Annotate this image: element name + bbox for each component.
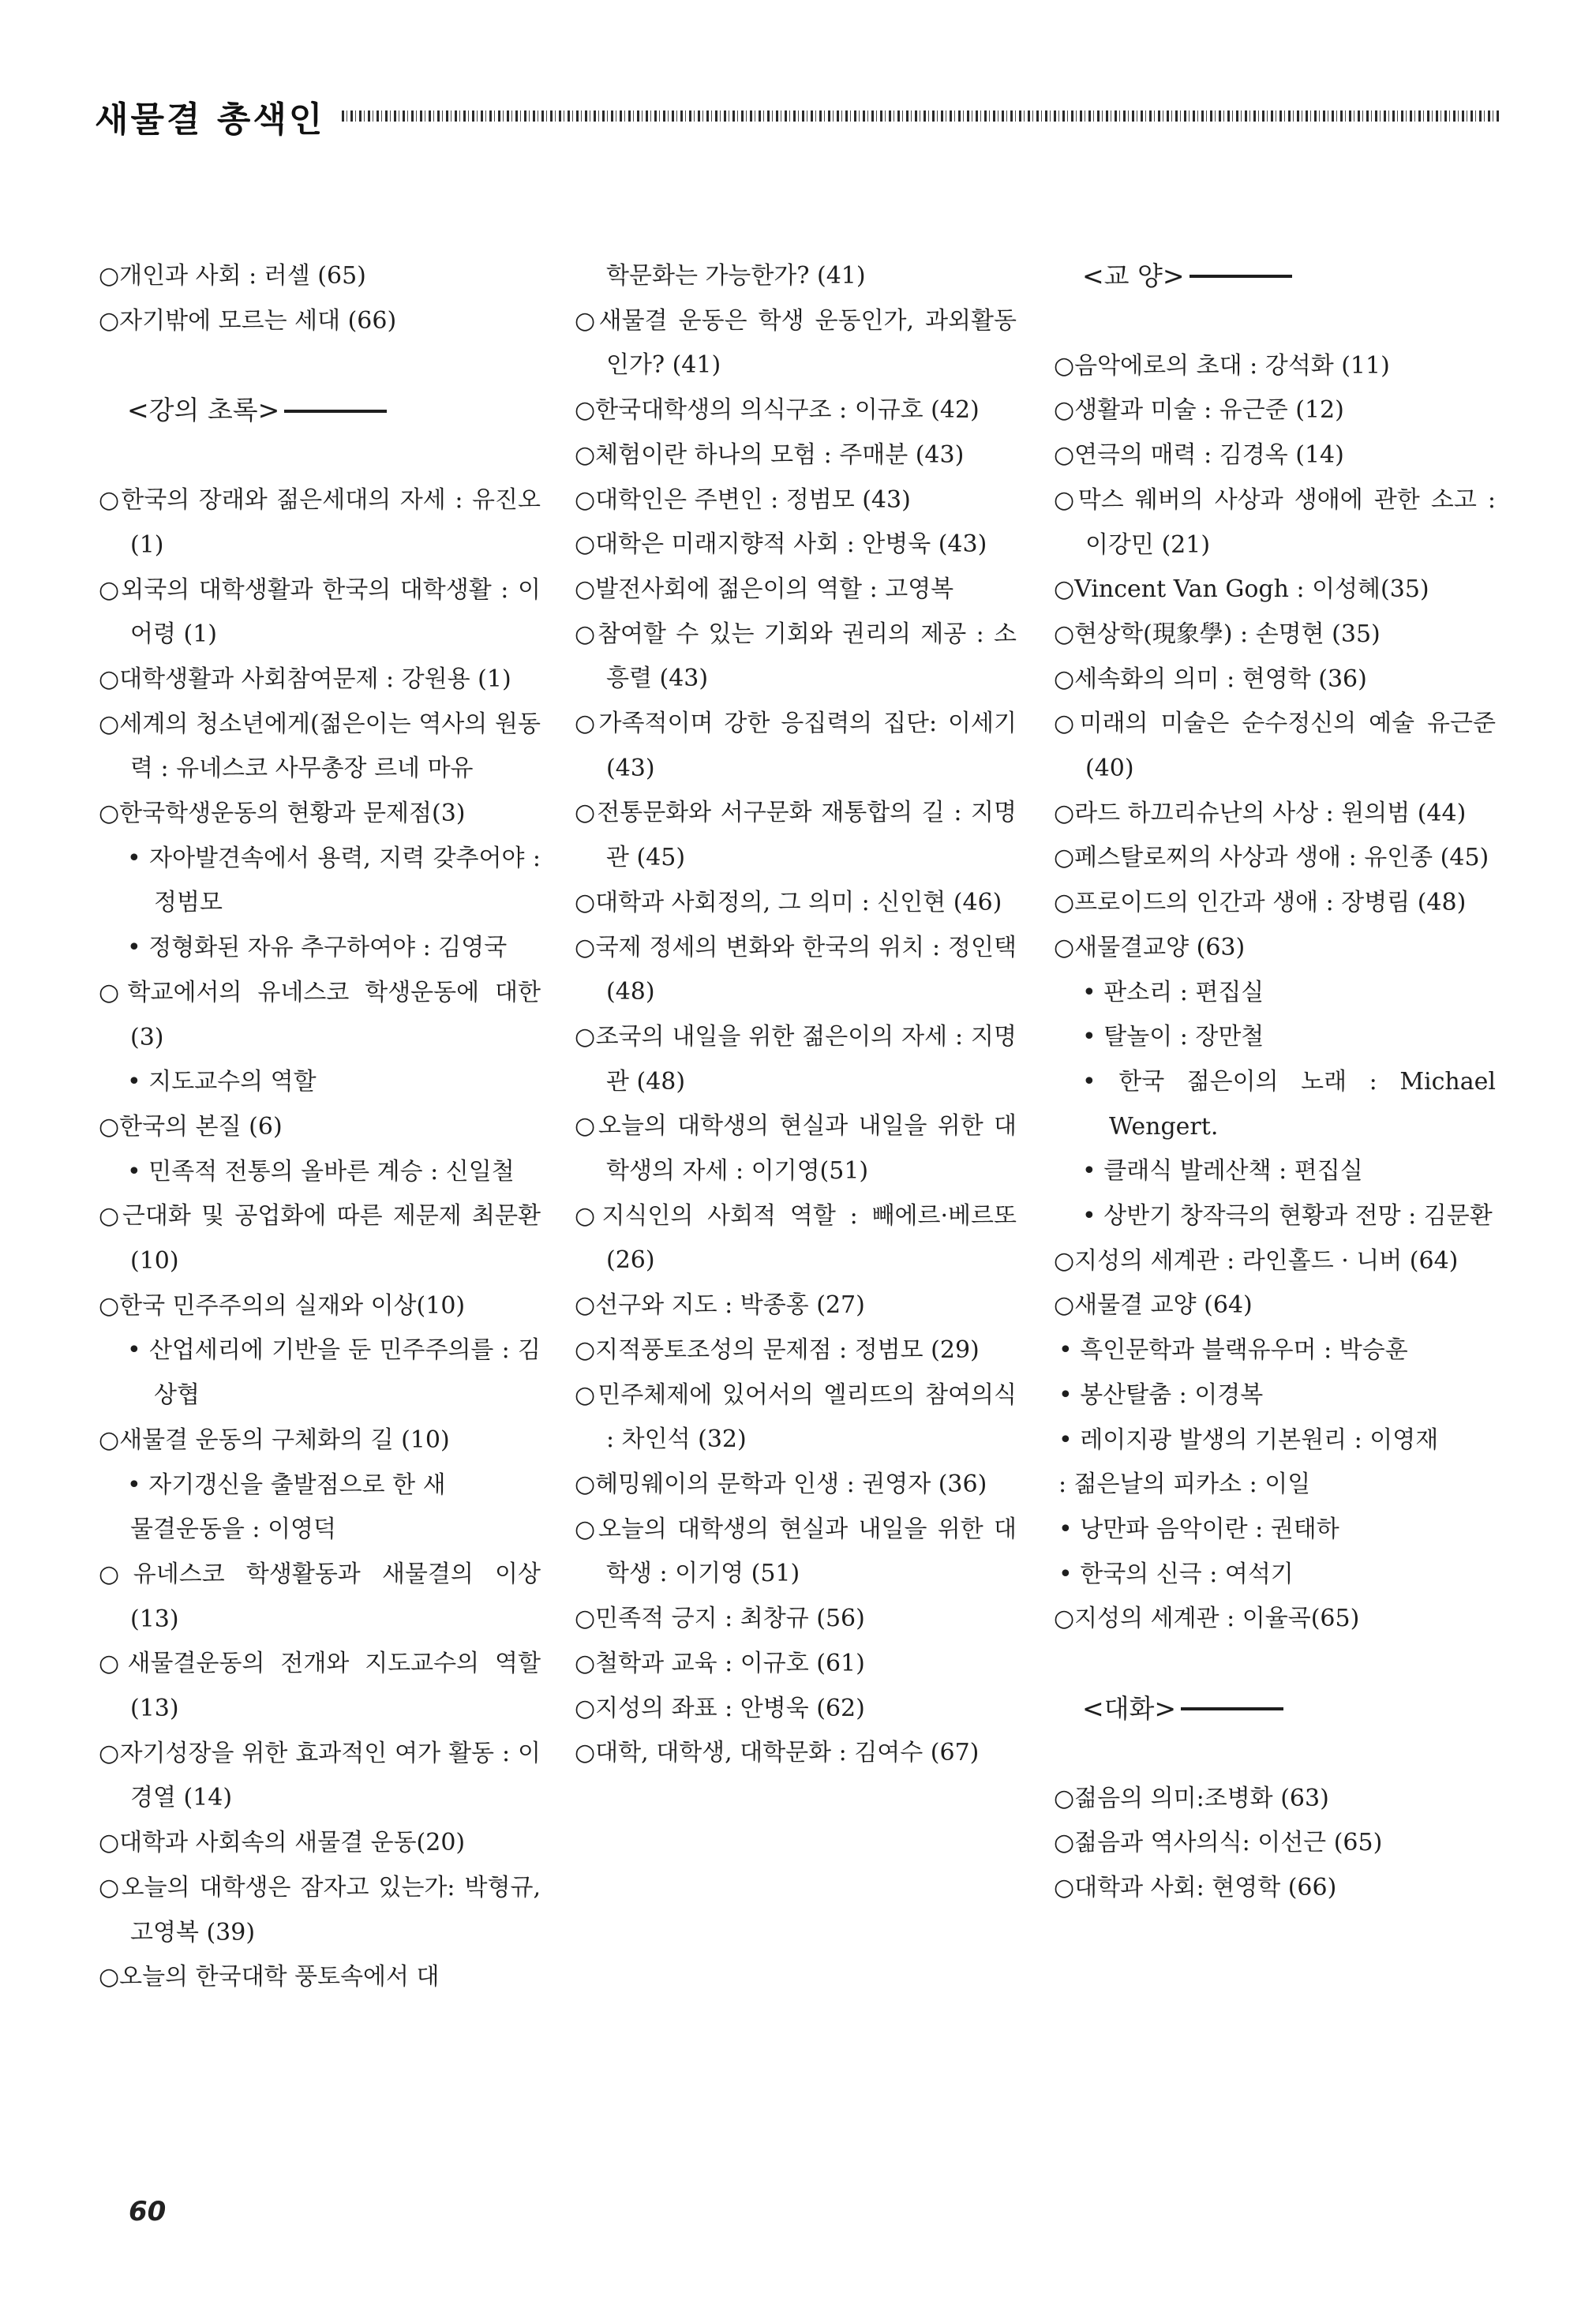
index-entry: ○외국의 대학생활과 한국의 대학생활 : 이어령 (1) bbox=[99, 575, 541, 649]
index-entry: ○체험이란 하나의 모험 : 주매분 (43) bbox=[575, 440, 965, 469]
section-heading-label: <교 양> bbox=[1082, 260, 1185, 291]
index-entry: ○철학과 교육 : 이규호 (61) bbox=[575, 1649, 865, 1677]
index-entry: ○한국대학생의 의식구조 : 이규호 (42) bbox=[575, 396, 980, 425]
index-subentry: • 민족적 전통의 올바른 계승 : 신일철 bbox=[127, 1157, 515, 1186]
index-entry: ○한국학생운동의 현황과 문제점(3) bbox=[99, 800, 466, 828]
index-subentry: • 자아발견속에서 용력, 지력 갖추어야 : 정범모 bbox=[127, 844, 541, 917]
index-entry: ○현상학(現象學) : 손명현 (35) bbox=[1054, 620, 1381, 648]
index-entry: ○가족적이며 강한 응집력의 집단: 이세기 (43) bbox=[575, 710, 1017, 782]
page-number: 60 bbox=[129, 2196, 167, 2227]
index-entry: ○라드 하끄리슈난의 사상 : 원의범 (44) bbox=[1054, 799, 1467, 827]
index-entry: ○오늘의 대학생은 잠자고 있는가: 박형규, 고영복 (39) bbox=[99, 1873, 541, 1946]
index-subentry: • 레이지광 발생의 기본원리 : 이영재 bbox=[1058, 1425, 1439, 1454]
section-heading-rule bbox=[1181, 1707, 1283, 1710]
section-heading-label: <강의 초록> bbox=[127, 395, 280, 426]
index-entry: ○오늘의 대학생의 현실과 내일을 위한 대학생의 자세 : 이기영(51) bbox=[575, 1112, 1017, 1186]
index-subentry: • 한국 젊은이의 노래 : Michael Wengert. bbox=[1082, 1067, 1496, 1141]
section-heading bbox=[1054, 1687, 1496, 1732]
index-entry: ○대학과 사회: 현영학 (66) bbox=[1054, 1874, 1337, 1902]
index-subentry: • 흑인문학과 블랙유우머 : 박승훈 bbox=[1058, 1336, 1408, 1365]
index-entry: ○지성의 세계관 : 라인홀드 · 니버 (64) bbox=[1054, 1246, 1459, 1275]
index-entry: ○조국의 내일을 위한 젊은이의 자세 : 지명관 (48) bbox=[575, 1022, 1017, 1096]
index-entry: ○헤밍웨이의 문학과 인생 : 권영자 (36) bbox=[575, 1470, 987, 1498]
index-subentry: • 정형화된 자유 추구하여야 : 김영국 bbox=[127, 934, 508, 962]
index-entry: ○대학과 사회속의 새물결 운동(20) bbox=[99, 1829, 466, 1857]
index-entry: ○세계의 청소년에게(젊은이는 역사의 원동력 : 유네스코 사무총장 르네 마유 bbox=[99, 710, 541, 783]
index-entry: ○새물결 교양 (64) bbox=[1054, 1291, 1253, 1320]
index-entry: ○유네스코 학생활동과 새물결의 이상 (13) bbox=[99, 1560, 541, 1633]
index-entry: ○오늘의 대학생의 현실과 내일을 위한 대학생 : 이기영 (51) bbox=[575, 1515, 1017, 1588]
index-entry: ○자기성장을 위한 효과적인 여가 활동 : 이경열 (14) bbox=[99, 1739, 541, 1812]
index-entry: ○미래의 미술은 순수정신의 예술 유근준 (40) bbox=[1054, 710, 1496, 783]
index-subentry: • 클래식 발레산책 : 편집실 bbox=[1082, 1157, 1363, 1186]
index-entry: ○막스 웨버의 사상과 생애에 관한 소고 : 이강민 (21) bbox=[1054, 485, 1496, 559]
index-subentry: : 젊은날의 피카소 : 이일 bbox=[1058, 1470, 1311, 1499]
header-decorative-rule bbox=[342, 111, 1500, 122]
section-heading bbox=[1054, 254, 1496, 299]
index-subentry: 물결운동을 : 이영덕 bbox=[130, 1515, 337, 1544]
index-subentry: • 낭만파 음악이란 : 권태하 bbox=[1058, 1515, 1339, 1543]
index-entry: ○페스탈로찌의 사상과 생애 : 유인종 (45) bbox=[1054, 844, 1489, 872]
index-subentry: • 한국의 신극 : 여석기 bbox=[1058, 1560, 1294, 1588]
index-subentry: • 상반기 창작극의 현황과 전망 : 김문환 bbox=[1082, 1202, 1493, 1231]
index-entry: ○민족적 긍지 : 최창규 (56) bbox=[575, 1605, 865, 1633]
index-subentry: • 산업세리에 기반을 둔 민주주의를 : 김상협 bbox=[127, 1336, 541, 1410]
index-entry: ○대학, 대학생, 대학문화 : 김여수 (67) bbox=[575, 1739, 980, 1767]
index-entry: ○근대화 및 공업화에 따른 제문제 최문환 (10) bbox=[99, 1202, 541, 1276]
index-entry: ○음악에로의 초대 : 강석화 (11) bbox=[1054, 351, 1390, 380]
index-subentry: 학문화는 가능한가? (41) bbox=[606, 262, 866, 290]
index-entry: ○한국의 장래와 젊은세대의 자세 : 유진오 (1) bbox=[99, 486, 541, 559]
index-entry: ○새물결교양 (63) bbox=[1054, 933, 1246, 961]
index-subentry: • 봉산탈춤 : 이경복 bbox=[1058, 1381, 1264, 1409]
index-entry: ○Vincent Van Gogh : 이성혜(35) bbox=[1054, 575, 1429, 604]
index-entry: ○대학생활과 사회참여문제 : 강원용 (1) bbox=[99, 665, 511, 693]
index-entry: ○젊음과 역사의식: 이선근 (65) bbox=[1054, 1829, 1383, 1857]
index-entry: ○자기밖에 모르는 세대 (66) bbox=[99, 306, 397, 335]
index-entry: ○세속화의 의미 : 현영학 (36) bbox=[1054, 665, 1367, 693]
index-entry: ○한국의 본질 (6) bbox=[99, 1112, 283, 1141]
index-entry: ○새물결운동의 전개와 지도교수의 역할 (13) bbox=[99, 1650, 541, 1723]
index-entry: ○지식인의 사회적 역할 : 빼에르·베르또 (26) bbox=[575, 1201, 1017, 1275]
index-entry: ○새물결 운동의 구체화의 길 (10) bbox=[99, 1425, 450, 1454]
index-subentry: • 판소리 : 편집실 bbox=[1082, 978, 1264, 1006]
index-entry: ○학교에서의 유네스코 학생운동에 대한 (3) bbox=[99, 978, 541, 1051]
section-heading bbox=[99, 388, 541, 433]
index-entry: ○전통문화와 서구문화 재통합의 길 : 지명관 (45) bbox=[575, 799, 1017, 872]
section-heading-rule bbox=[1190, 275, 1292, 278]
index-subentry: • 지도교수의 역할 bbox=[127, 1068, 317, 1096]
index-entry: ○지성의 세계관 : 이율곡(65) bbox=[1054, 1605, 1360, 1633]
index-entry: ○개인과 사회 : 러셀 (65) bbox=[99, 262, 366, 290]
running-header bbox=[95, 88, 1500, 144]
section-heading-label: <대화> bbox=[1082, 1693, 1177, 1725]
index-entry: ○지적풍토조성의 문제점 : 정범모 (29) bbox=[575, 1336, 980, 1364]
index-entry: ○선구와 지도 : 박종홍 (27) bbox=[575, 1291, 865, 1320]
index-entry: ○한국 민주주의의 실재와 이상(10) bbox=[99, 1291, 466, 1320]
index-subentry: • 자기갱신을 출발점으로 한 새 bbox=[127, 1470, 446, 1499]
header-title: 새물결 총색인 bbox=[95, 99, 325, 140]
index-column-3 bbox=[1054, 254, 1496, 1911]
index-entry: ○연극의 매력 : 김경옥 (14) bbox=[1054, 441, 1344, 470]
index-entry: ○민주체제에 있어서의 엘리뜨의 참여의식 : 차인석 (32) bbox=[575, 1381, 1017, 1454]
index-entry: ○발전사회에 젊은이의 역할 : 고영복 bbox=[575, 575, 954, 603]
index-entry: ○대학인은 주변인 : 정범모 (43) bbox=[575, 485, 911, 514]
index-subentry: • 탈놀이 : 장만철 bbox=[1082, 1023, 1264, 1051]
index-entry: ○새물결 운동은 학생 운동인가, 과외활동인가? (41) bbox=[575, 306, 1017, 380]
index-entry: ○대학과 사회정의, 그 의미 : 신인현 (46) bbox=[575, 888, 1002, 916]
index-entry: ○대학은 미래지향적 사회 : 안병욱 (43) bbox=[575, 530, 987, 559]
index-entry: ○생활과 미술 : 유근준 (12) bbox=[1054, 396, 1344, 425]
index-entry: ○오늘의 한국대학 풍토속에서 대 bbox=[99, 1963, 440, 1991]
index-column-1 bbox=[99, 254, 541, 2000]
index-entry: ○국제 정세의 변화와 한국의 위치 : 정인택 (48) bbox=[575, 933, 1017, 1006]
index-entry: ○젊음의 의미:조병화 (63) bbox=[1054, 1784, 1329, 1812]
index-entry: ○지성의 좌표 : 안병욱 (62) bbox=[575, 1694, 865, 1722]
index-entry: ○참여할 수 있는 기회와 권리의 제공 : 소흥렬 (43) bbox=[575, 620, 1017, 693]
index-entry: ○프로이드의 인간과 생애 : 장병림 (48) bbox=[1054, 889, 1467, 917]
section-heading-rule bbox=[284, 410, 387, 413]
index-column-2 bbox=[575, 254, 1017, 1776]
